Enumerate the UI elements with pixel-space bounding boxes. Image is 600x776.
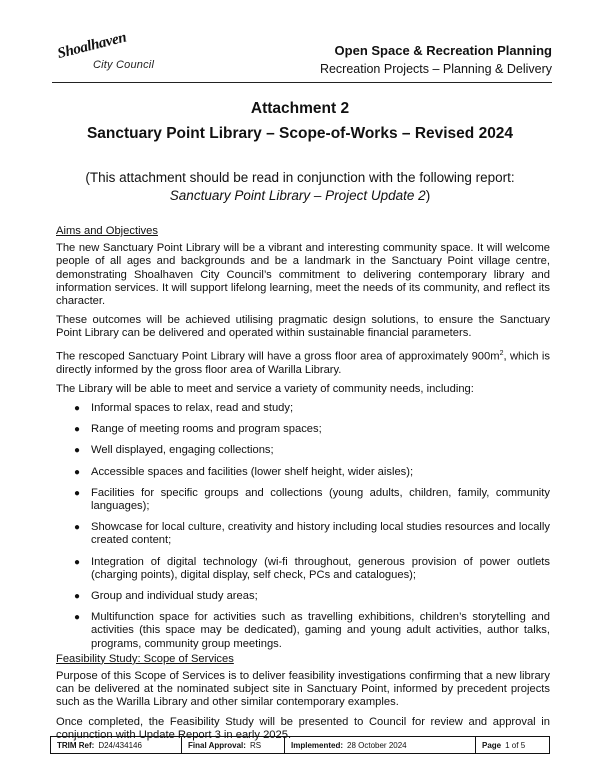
note-report-name: Sanctuary Point Library – Project Update 2	[169, 188, 426, 203]
main-content	[56, 225, 550, 748]
list-item-text: Integration of digital technology (wi-fi throughout, generous provision of power outlets (charging points), digital display, self check, PCs and catalogues);	[91, 555, 550, 581]
logo-text-main: Shoalhaven	[55, 29, 129, 63]
floor-area-text: The rescoped Sanctuary Point Library will have a gross floor area of approximately 900m	[56, 350, 500, 363]
list-item	[56, 590, 550, 603]
implemented-value: 28 October 2024	[347, 740, 407, 750]
list-item	[56, 556, 550, 582]
list-item	[56, 487, 550, 513]
implemented-cell	[285, 737, 476, 753]
document-footer-table	[50, 736, 550, 754]
list-item	[56, 521, 550, 547]
feasibility-heading: Feasibility Study: Scope of Services	[56, 652, 234, 665]
header-block	[320, 42, 552, 78]
list-item-text: Group and individual study areas;	[91, 590, 258, 602]
list-item	[56, 444, 550, 457]
bullet-icon: ●	[74, 612, 81, 624]
list-item-text: Multifunction space for activities such as travelling exhibitions, children’s storytelling and activities (this space may be dedicated), gaming and young adult activities, author talks, programs, community group meetings.	[91, 611, 550, 650]
bullet-icon: ●	[74, 424, 81, 436]
logo-text-sub: City Council	[93, 59, 155, 71]
bullet-icon: ●	[74, 445, 81, 457]
header-divider	[52, 82, 552, 83]
list-item	[56, 611, 550, 651]
bullet-icon: ●	[74, 402, 81, 414]
reading-note	[0, 169, 600, 205]
note-close-paren: )	[425, 188, 431, 203]
implemented-label: Implemented:	[291, 740, 344, 750]
final-approval-value: RS	[249, 740, 262, 750]
bullet-icon: ●	[74, 466, 81, 478]
bullet-icon: ●	[74, 591, 81, 602]
bullet-icon: ●	[74, 487, 81, 499]
page-value: 1 of 5	[505, 740, 526, 750]
final-approval-cell	[182, 737, 285, 753]
trim-ref-label: TRIM Ref:	[57, 740, 95, 750]
list-item	[56, 423, 550, 436]
page-label: Page	[482, 740, 502, 750]
header-subtitle: Recreation Projects – Planning & Delivery	[319, 62, 552, 76]
trim-ref-cell	[51, 737, 182, 753]
aims-paragraph-4: The Library will be able to meet and service a variety of community needs, including:	[56, 382, 474, 395]
document-title: Sanctuary Point Library – Scope-of-Works – Revised 2024	[86, 125, 514, 142]
trim-ref-value: D24/434146	[98, 740, 142, 750]
list-item	[56, 402, 550, 415]
aims-paragraph-3	[56, 347, 550, 377]
bullet-icon: ●	[74, 556, 81, 568]
council-logo	[55, 29, 163, 76]
list-item-text: Accessible spaces and facilities (lower shelf height, wider aisles);	[91, 465, 414, 478]
community-needs-list	[56, 402, 550, 651]
list-item-text: Facilities for specific groups and collections (young adults, children, family, community languages);	[91, 486, 550, 512]
list-item-text: Informal spaces to relax, read and study;	[91, 401, 294, 414]
floor-area-superscript: 2	[499, 349, 504, 357]
list-item-text: Range of meeting rooms and program spaces;	[91, 423, 322, 436]
attachment-title: Attachment 2	[250, 100, 350, 117]
list-item-text: Showcase for local culture, creativity and history including local studies resources and locally created content;	[91, 521, 550, 547]
final-approval-label: Final Approval:	[188, 740, 246, 750]
aims-heading: Aims and Objectives	[56, 225, 158, 237]
page-number-cell	[476, 737, 549, 753]
note-line-2	[0, 187, 600, 205]
feasibility-paragraph-1: Purpose of this Scope of Services is to deliver feasibility investigations confirming that a new library can be delivered at the nominated subject site in Sanctuary Point, informed by precedent projects such as the Warilla Library and other similar contemporary examples.	[56, 670, 550, 709]
feasibility-paragraph-2: Once completed, the Feasibility Study will be presented to Council for review and approval in conjunction with Update Report 3 in early 2025.	[56, 715, 550, 741]
header-title: Open Space & Recreation Planning	[334, 43, 552, 58]
note-line-1: (This attachment should be read in conjunction with the following report:	[85, 170, 515, 185]
list-item-text: Well displayed, engaging collections;	[91, 444, 274, 457]
floor-area-text-end: , which is directly informed by the gross floor area of Warilla Library.	[56, 350, 550, 376]
list-item	[56, 466, 550, 479]
bullet-icon: ●	[74, 522, 81, 534]
aims-paragraph-1: The new Sanctuary Point Library will be a vibrant and interesting community space. It will welcome people of all ages and backgrounds and be a landmark in the Sanctuary Point village centre, demonstrating Shoalhaven City Council’s commitment to delivering contemporary library and information services. It will support lifelong learning, meet the needs of its community, and reflect its character.	[56, 242, 550, 308]
aims-paragraph-2: These outcomes will be achieved utilising pragmatic design solutions, to ensure the Sanctuary Point Library can be delivered and operated within sustainable financial parameters.	[56, 314, 550, 340]
